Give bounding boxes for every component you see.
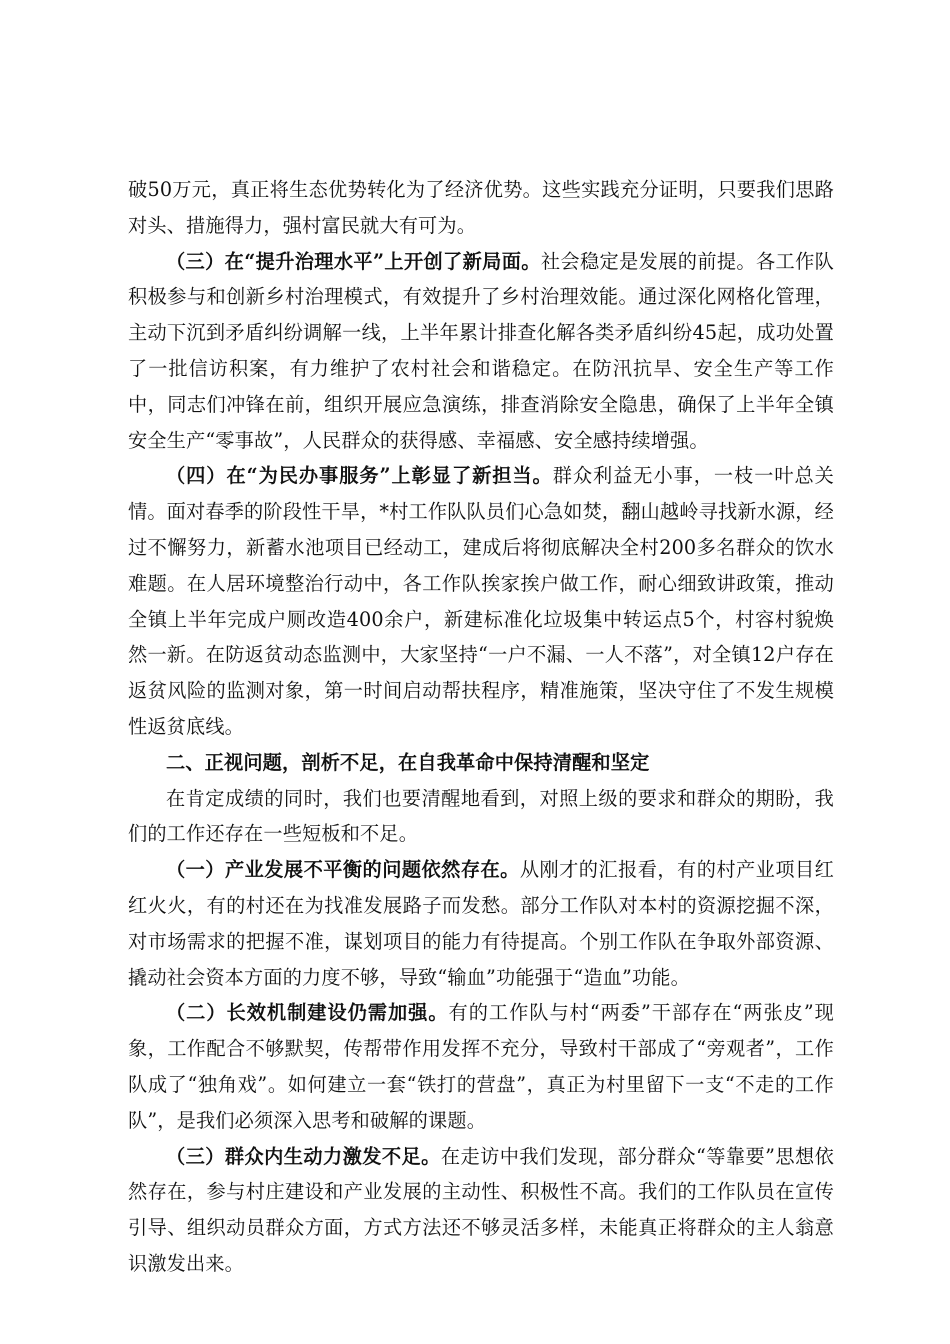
paragraph-body: 从刚才的汇报看，有的村产业项目红红火火，有的村还在为找准发展路子而发愁。部分工作队对本村的资源挖掘不深，对市场需求的把握不准，谋划项目的能力有待提高。个别工作队在争取外部资源、撬动社会资本方面的力度不够，导致“输血”功能强于“造血”功能。 bbox=[128, 858, 834, 989]
section-heading-text: 二、正视问题，剖析不足，在自我革命中保持清醒和坚定 bbox=[166, 750, 650, 774]
paragraph-body: 社会稳定是发展的前提。各工作队积极参与和创新乡村治理模式，有效提升了乡村治理效能。通过深化网格化管理，主动下沉到矛盾纠纷调解一线，上半年累计排查化解各类矛盾纠纷45起，成功处置了一批信访积案，有力维护了农村社会和谐稳定。在防汛抗旱、安全生产等工作中，同志们冲锋在前，组织开展应急演练，排查消除安全隐患，确保了上半年全镇安全生产“零事故”，人民群众的获得感、幸福感、安全感持续增强。 bbox=[128, 249, 835, 452]
paragraph-heading: （二）长效机制建设仍需加强。 bbox=[166, 1001, 449, 1025]
paragraph-heading: （四）在“为民办事服务”上彰显了新担当。 bbox=[166, 464, 553, 488]
paragraph-1 bbox=[128, 172, 834, 244]
paragraph-heading: （三）群众内生动力激发不足。 bbox=[166, 1144, 441, 1168]
paragraph-body: 在走访中我们发现，部分群众“等靠要”思想依然存在，参与村庄建设和产业发展的主动性、积极性不高。我们的工作队员在宣传引导、组织动员群众方面，方式方法还不够灵活多样，未能真正将群众的主人翁意识激发出来。 bbox=[128, 1144, 834, 1275]
paragraph-body: 有的工作队与村“两委”干部存在“两张皮”现象，工作配合不够默契，传帮带作用发挥不充分，导致村干部成了“旁观者”，工作队成了“独角戏”。如何建立一套“铁打的营盘”，真正为村里留下一支“不走的工作队”，是我们必须深入思考和破解的课题。 bbox=[128, 1001, 834, 1132]
paragraph-heading: （一）产业发展不平衡的问题依然存在。 bbox=[166, 858, 520, 882]
paragraph-body: 在肯定成绩的同时，我们也要清醒地看到，对照上级的要求和群众的期盼，我们的工作还存在一些短板和不足。 bbox=[128, 786, 834, 846]
paragraph-4 bbox=[128, 781, 834, 853]
paragraph-heading: （三）在“提升治理水平”上开创了新局面。 bbox=[166, 249, 541, 273]
section-heading bbox=[128, 745, 834, 781]
paragraph-body: 群众利益无小事，一枝一叶总关情。面对春季的阶段性干旱，*村工作队队员们心急如焚，翻山越岭寻找新水源，经过不懈努力，新蓄水池项目已经动工，建成后将彻底解决全村200多名群众的饮水难题。在人居环境整治行动中，各工作队挨家挨户做工作，耐心细致讲政策，推动全镇上半年完成户厕改造400余户，新建标准化垃圾集中转运点5个，村容村貌焕然一新。在防返贫动态监测中，大家坚持“一户不漏、一人不落”，对全镇12户存在返贫风险的监测对象，第一时间启动帮扶程序，精准施策，坚决守住了不发生规模性返贫底线。 bbox=[128, 464, 834, 738]
paragraph-3 bbox=[128, 458, 834, 744]
document-page bbox=[128, 172, 834, 1282]
paragraph-7 bbox=[128, 1139, 834, 1282]
paragraph-6 bbox=[128, 995, 834, 1138]
paragraph-2 bbox=[128, 244, 834, 459]
paragraph-body: 破50万元，真正将生态优势转化为了经济优势。这些实践充分证明，只要我们思路对头、措施得力，强村富民就大有可为。 bbox=[128, 178, 834, 237]
paragraph-5 bbox=[128, 852, 834, 995]
